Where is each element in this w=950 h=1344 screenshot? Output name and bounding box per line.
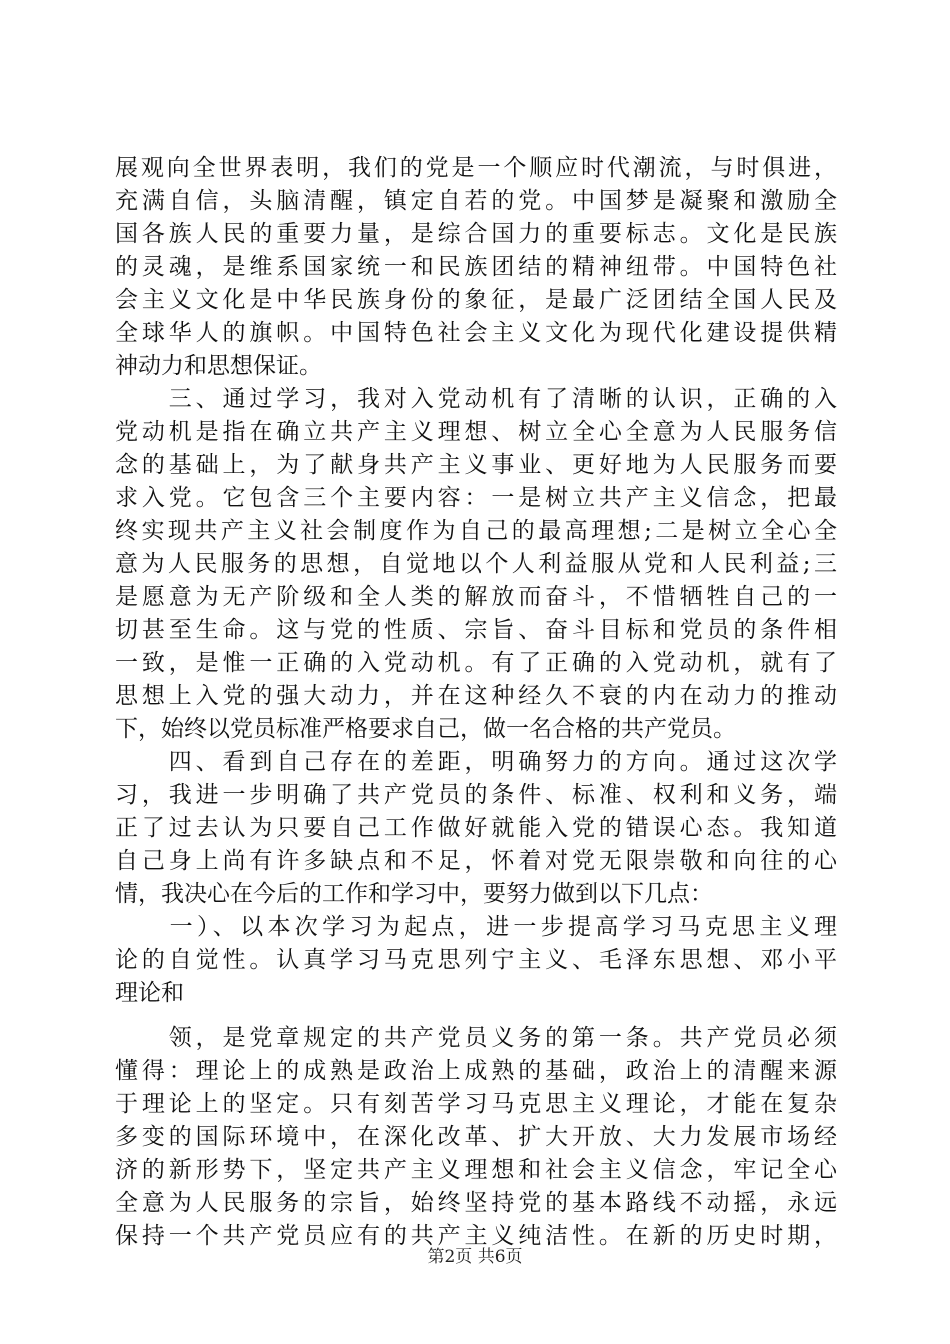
text-line: 全球华人的旗帜。中国特色社会主义文化为现代化建设提供精	[115, 320, 837, 346]
text-line: 终实现共产主义社会制度作为自己的最高理想;二是树立全心全	[115, 518, 837, 544]
text-line: 党动机是指在确立共产主义理想、树立全心全意为人民服务信	[115, 419, 837, 445]
text-line: 下，始终以党员标准严格要求自己，做一名合格的共产党员。	[115, 716, 736, 742]
document-body	[115, 152, 837, 1253]
text-line: 情，我决心在今后的工作和学习中，要努力做到以下几点：	[115, 881, 713, 907]
paragraph-gap	[115, 1010, 837, 1022]
text-line: 的灵魂，是维系国家统一和民族团结的精神纽带。中国特色社	[115, 254, 837, 280]
text-line: 充满自信，头脑清醒，镇定自若的党。中国梦是凝聚和激励全	[115, 188, 837, 214]
text-line: 多变的国际环境中，在深化改革、扩大开放、大力发展市场经	[115, 1124, 837, 1150]
text-line: 展观向全世界表明，我们的党是一个顺应时代潮流，与时俱进，	[115, 155, 837, 181]
text-line: 习，我进一步明确了共产党员的条件、标准、权利和义务，端	[115, 782, 837, 808]
text-line: 会主义文化是中华民族身份的象征，是最广泛团结全国人民及	[115, 287, 837, 313]
text-line: 国各族人民的重要力量，是综合国力的重要标志。文化是民族	[115, 221, 837, 247]
text-line: 神动力和思想保证。	[115, 353, 322, 379]
text-line: 懂得：理论上的成熟是政治上成熟的基础，政治上的清醒来源	[115, 1058, 837, 1084]
text-line: 三、通过学习，我对入党动机有了清晰的认识，正确的入	[115, 386, 837, 412]
text-line: 于理论上的坚定。只有刻苦学习马克思主义理论，才能在复杂	[115, 1091, 837, 1117]
text-line: 济的新形势下，坚定共产主义理想和社会主义信念，牢记全心	[115, 1157, 837, 1183]
text-line: 是愿意为无产阶级和全人类的解放而奋斗，不惜牺牲自己的一	[115, 584, 837, 610]
text-line: 念的基础上，为了献身共产主义事业、更好地为人民服务而要	[115, 452, 837, 478]
text-line: 思想上入党的强大动力，并在这种经久不衰的内在动力的推动	[115, 683, 837, 709]
text-line: 四、看到自己存在的差距，明确努力的方向。通过这次学	[115, 749, 837, 775]
text-line: 全意为人民服务的宗旨，始终坚持党的基本路线不动摇，永远	[115, 1190, 837, 1216]
text-line: 求入党。它包含三个主要内容：一是树立共产主义信念，把最	[115, 485, 837, 511]
text-line: 一致，是惟一正确的入党动机。有了正确的入党动机，就有了	[115, 650, 837, 676]
text-line: 论的自觉性。认真学习马克思列宁主义、毛泽东思想、邓小平	[115, 947, 837, 973]
text-line: 理论和	[115, 980, 184, 1006]
text-line: 正了过去认为只要自己工作做好就能入党的错误心态。我知道	[115, 815, 837, 841]
text-line: 保持一个共产党员应有的共产主义纯洁性。在新的历史时期，	[115, 1223, 837, 1249]
text-line: 意为人民服务的思想，自觉地以个人利益服从党和人民利益;三	[115, 551, 837, 577]
page-number-footer: 第2页 共6页	[427, 1247, 523, 1267]
text-line: 领，是党章规定的共产党员义务的第一条。共产党员必须	[115, 1025, 837, 1051]
text-line: 自己身上尚有许多缺点和不足，怀着对党无限崇敬和向往的心	[115, 848, 837, 874]
text-line: 切甚至生命。这与党的性质、宗旨、奋斗目标和党员的条件相	[115, 617, 837, 643]
text-line: 一）、以本次学习为起点，进一步提高学习马克思主义理	[115, 914, 837, 940]
